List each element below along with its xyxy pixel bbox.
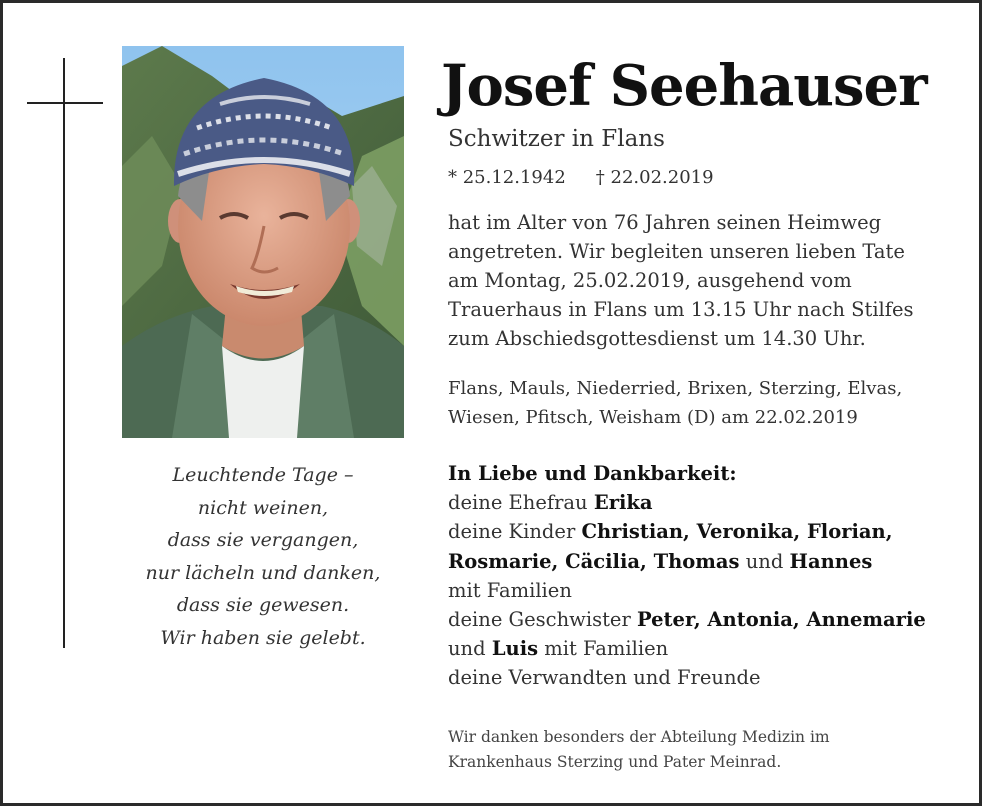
cross-horizontal-bar [27, 102, 103, 104]
cross-vertical-bar [63, 58, 65, 648]
wife-name: Erika [593, 491, 653, 515]
poem-line: Wir haben sie gelebt. [160, 626, 366, 649]
siblings-and: und [448, 637, 486, 661]
birth-date: * 25.12.1942 [448, 167, 566, 188]
announcement-text [448, 208, 914, 353]
children-suffix: mit Familien [448, 578, 572, 602]
poem [122, 459, 404, 654]
death-date: † 22.02.2019 [595, 167, 714, 188]
siblings-last-name: Luis [491, 637, 539, 661]
announcement-line: zum Abschiedsgottesdienst um 14.30 Uhr. [448, 327, 866, 350]
portrait-photo [122, 46, 404, 438]
deceased-name: Josef Seehauser [441, 53, 927, 119]
poem-line: Leuchtende Tage – [172, 464, 354, 486]
deceased-subtitle: Schwitzer in Flans [448, 126, 665, 152]
relatives-line: deine Verwandten und Freunde [448, 666, 761, 690]
family-list [448, 459, 926, 693]
siblings-names: Peter, Antonia, Annemarie [637, 608, 926, 632]
thanks-note [448, 725, 830, 775]
siblings-prefix: deine Geschwister [448, 608, 631, 632]
places-list [448, 374, 902, 432]
announcement-line: Trauerhaus in Flans um 13.15 Uhr nach Stilfes [448, 298, 914, 321]
poem-line: dass sie gewesen. [176, 594, 350, 616]
places-line: Wiesen, Pfitsch, Weisham (D) am 22.02.2019 [448, 407, 858, 428]
poem-line: nicht weinen, [197, 496, 329, 519]
places-line: Flans, Mauls, Niederried, Brixen, Sterzing, Elvas, [448, 378, 903, 399]
wife-prefix: deine Ehefrau [448, 491, 588, 515]
children-last-name: Hannes [789, 549, 873, 573]
thanks-line: Krankenhaus Sterzing und Pater Meinrad. [448, 753, 782, 771]
announcement-line: angetreten. Wir begleiten unseren lieben Tate [448, 240, 905, 263]
siblings-suffix: mit Familien [544, 637, 669, 661]
life-dates [448, 167, 714, 188]
family-heading: In Liebe und Dankbarkeit: [448, 462, 737, 485]
children-and: und [745, 549, 784, 573]
children-names: Rosmarie, Cäcilia, Thomas [448, 549, 740, 573]
children-prefix: deine Kinder [448, 520, 576, 544]
announcement-line: hat im Alter von 76 Jahren seinen Heimweg [448, 211, 882, 234]
thanks-line: Wir danken besonders der Abteilung Medizin im [448, 728, 830, 746]
children-names: Christian, Veronika, Florian, [581, 520, 893, 544]
announcement-line: am Montag, 25.02.2019, ausgehend vom [448, 269, 852, 292]
poem-line: dass sie vergangen, [167, 529, 359, 551]
poem-line: nur lächeln und danken, [145, 561, 381, 584]
